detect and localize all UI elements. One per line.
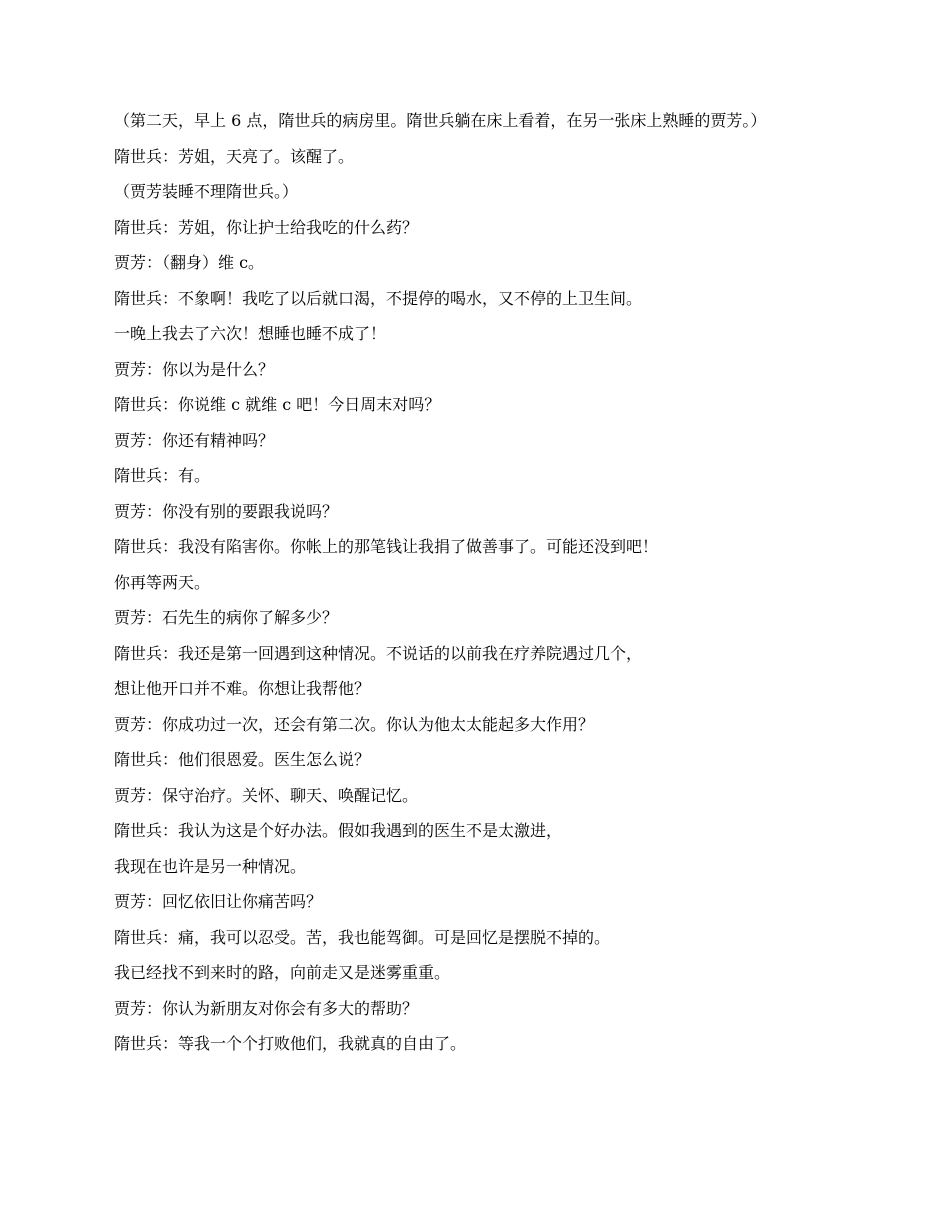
dialogue-line: 我已经找不到来时的路，向前走又是迷雾重重。 bbox=[114, 963, 451, 982]
dialogue-line: 隋世兵：你说维 c 就维 c 吧！今日周末对吗？ bbox=[114, 395, 441, 414]
dialogue-line: 贾芳：（翻身）维 c。 bbox=[114, 253, 265, 272]
document-page bbox=[114, 109, 836, 1069]
dialogue-line: 你再等两天。 bbox=[114, 572, 211, 592]
dialogue-line: 隋世兵：芳姐，你让护士给我吃的什么药？ bbox=[114, 217, 419, 237]
dialogue-line: 隋世兵：芳姐，天亮了。该醒了。 bbox=[114, 146, 355, 166]
stage-direction: （第二天，早上 6 点，隋世兵的病房里。隋世兵躺在床上看着，在另一张床上熟睡的贾芳。） bbox=[114, 111, 767, 130]
dialogue-line: 隋世兵：我还是第一回遇到这种情况。不说话的以前我在疗养院遇过几个， bbox=[114, 643, 643, 663]
dialogue-line: 贾芳：你认为新朋友对你会有多大的帮助？ bbox=[114, 998, 419, 1018]
dialogue-line: 隋世兵：他们很恩爱。医生怎么说？ bbox=[114, 750, 371, 769]
dialogue-line: 想让他开口并不难。你想让我帮他？ bbox=[114, 679, 371, 698]
dialogue-line: 贾芳：保守治疗。关怀、聊天、唤醒记忆。 bbox=[114, 785, 419, 805]
stage-direction: （贾芳装睡不理隋世兵。） bbox=[114, 182, 299, 201]
dialogue-line: 隋世兵：我认为这是个好办法。假如我遇到的医生不是太激进， bbox=[114, 821, 563, 840]
dialogue-line: 贾芳：你以为是什么？ bbox=[114, 359, 275, 379]
dialogue-line: 一晚上我去了六次！想睡也睡不成了！ bbox=[114, 324, 387, 343]
dialogue-line: 隋世兵：我没有陷害你。你帐上的那笔钱让我捐了做善事了。可能还没到吧！ bbox=[114, 537, 659, 556]
dialogue-line: 隋世兵：痛，我可以忍受。苦，我也能驾御。可是回忆是摆脱不掉的。 bbox=[114, 927, 611, 947]
dialogue-line: 贾芳：你没有别的要跟我说吗？ bbox=[114, 501, 339, 521]
dialogue-line: 贾芳：回忆依旧让你痛苦吗？ bbox=[114, 892, 323, 911]
dialogue-line: 隋世兵：有。 bbox=[114, 466, 211, 485]
dialogue-line: 贾芳：石先生的病你了解多少？ bbox=[114, 608, 339, 627]
dialogue-line: 隋世兵：不象啊！我吃了以后就口渴，不提停的喝水，又不停的上卫生间。 bbox=[114, 288, 643, 308]
dialogue-line: 贾芳：你还有精神吗？ bbox=[114, 430, 275, 450]
dialogue-line: 隋世兵：等我一个个打败他们，我就真的自由了。 bbox=[114, 1034, 467, 1053]
dialogue-line: 我现在也许是另一种情况。 bbox=[114, 856, 307, 876]
dialogue-line: 贾芳：你成功过一次，还会有第二次。你认为他太太能起多大作用？ bbox=[114, 714, 595, 734]
